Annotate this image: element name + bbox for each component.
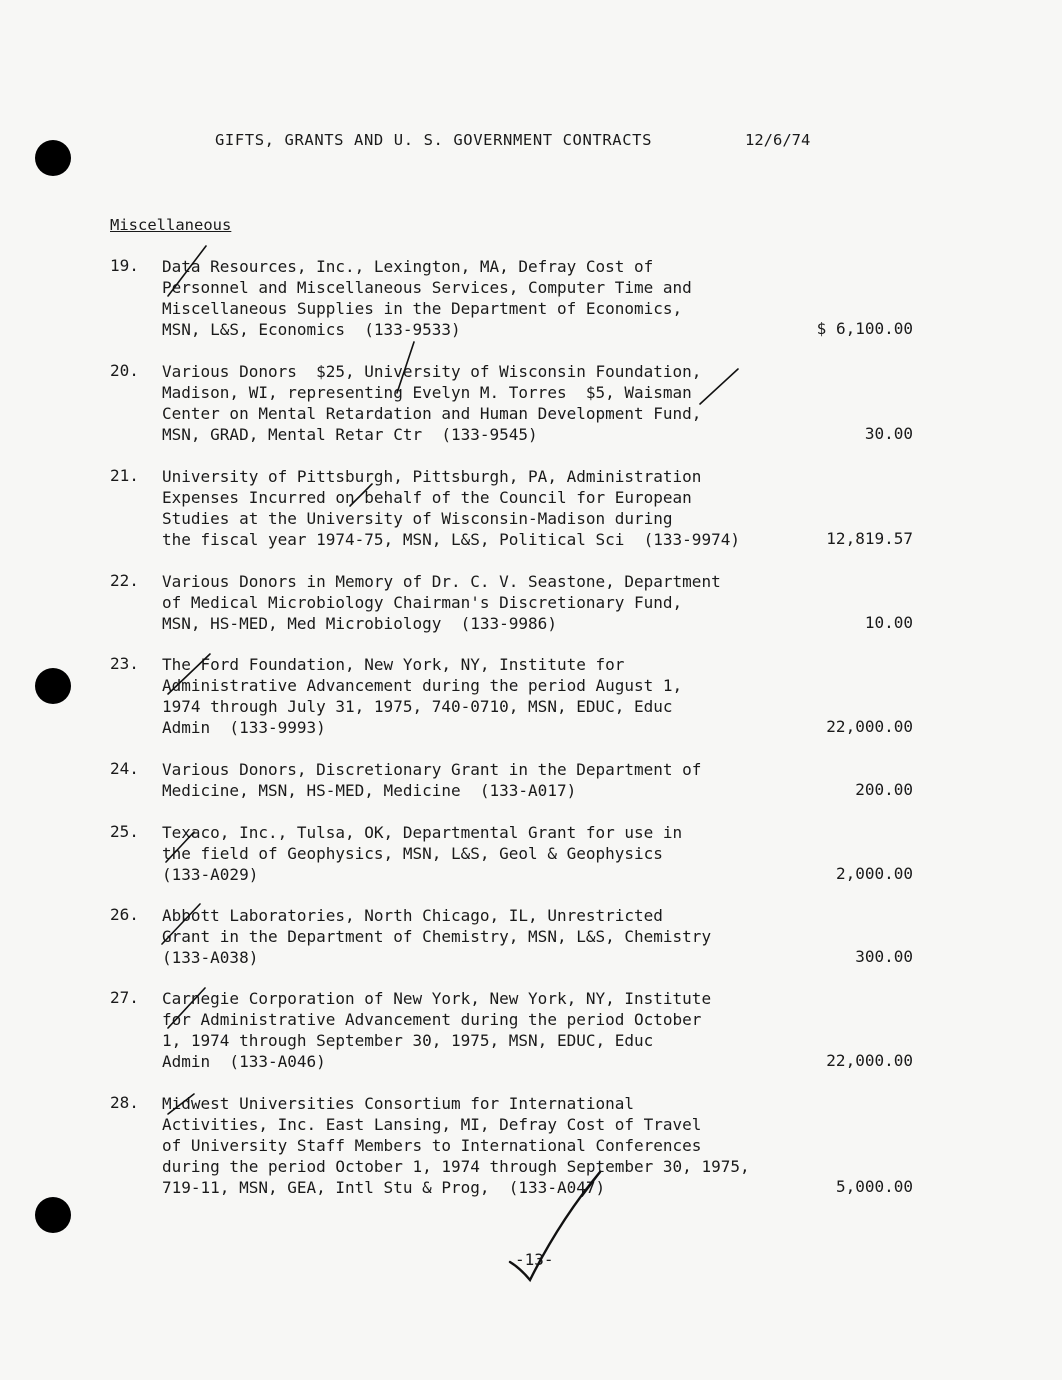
entry-line: Various Donors, Discretionary Grant in the Department of xyxy=(162,760,702,779)
entry-number: 23. xyxy=(110,654,139,673)
entry-line: Grant in the Department of Chemistry, MSN, L&S, Chemistry xyxy=(162,927,712,946)
entry-number: 21. xyxy=(110,466,139,485)
entry-amount: 22,000.00 xyxy=(826,1051,913,1070)
entry-line: Expenses Incurred on behalf of the Council for European xyxy=(162,488,692,507)
entry-line: of University Staff Members to International Conferences xyxy=(162,1136,702,1155)
entry-line: (133-A038) xyxy=(162,948,259,967)
entry-line: of Medical Microbiology Chairman's Discretionary Fund, xyxy=(162,593,683,612)
entry-line: Admin (133-A046) xyxy=(162,1052,326,1071)
entry-line: The Ford Foundation, New York, NY, Institute for xyxy=(162,655,625,674)
entry-amount: 30.00 xyxy=(864,424,913,443)
entry-line: Madison, WI, representing Evelyn M. Torres $5, Waisman xyxy=(162,383,692,402)
entry-description xyxy=(162,822,812,885)
entry-line: Miscellaneous Supplies in the Department of Economics, xyxy=(162,299,683,318)
entry-description xyxy=(162,905,812,968)
entry-amount: $ 6,100.00 xyxy=(816,319,913,338)
entry-line: 719-11, MSN, GEA, Intl Stu & Prog, (133-A047) xyxy=(162,1178,606,1197)
entry-number: 28. xyxy=(110,1093,139,1112)
binder-hole-top xyxy=(35,140,71,176)
entry-amount: 10.00 xyxy=(864,613,913,632)
entry-description xyxy=(162,361,812,445)
entry-amount: 12,819.57 xyxy=(826,529,913,548)
entry-amount: 5,000.00 xyxy=(835,1177,913,1196)
binder-hole-bottom xyxy=(35,1197,71,1233)
entry-line: Activities, Inc. East Lansing, MI, Defray Cost of Travel xyxy=(162,1115,702,1134)
entry-line: Data Resources, Inc., Lexington, MA, Defray Cost of xyxy=(162,257,654,276)
entry-line: Abbott Laboratories, North Chicago, IL, Unrestricted xyxy=(162,906,663,925)
entry-line: Administrative Advancement during the period August 1, xyxy=(162,676,683,695)
entry-line: Studies at the University of Wisconsin-Madison during xyxy=(162,509,673,528)
section-heading: Miscellaneous xyxy=(110,216,232,234)
entry-number: 25. xyxy=(110,822,139,841)
entry-number: 27. xyxy=(110,988,139,1007)
entry-amount: 2,000.00 xyxy=(835,864,913,883)
page-number: -13- xyxy=(515,1250,554,1269)
entry-line: Various Donors $25, University of Wisconsin Foundation, xyxy=(162,362,702,381)
entry-amount: 300.00 xyxy=(855,947,913,966)
entry-description xyxy=(162,571,812,634)
entry-number: 22. xyxy=(110,571,139,590)
entry-description xyxy=(162,654,812,738)
entry-number: 20. xyxy=(110,361,139,380)
entry-number: 24. xyxy=(110,759,139,778)
entry-line: 1974 through July 31, 1975, 740-0710, MSN, EDUC, Educ xyxy=(162,697,673,716)
entry-line: MSN, HS-MED, Med Microbiology (133-9986) xyxy=(162,614,557,633)
entry-line: Various Donors in Memory of Dr. C. V. Seastone, Department xyxy=(162,572,721,591)
entry-description xyxy=(162,759,812,801)
entry-amount: 22,000.00 xyxy=(826,717,913,736)
entry-line: University of Pittsburgh, Pittsburgh, PA, Administration xyxy=(162,467,702,486)
entry-line: Texaco, Inc., Tulsa, OK, Departmental Grant for use in xyxy=(162,823,683,842)
entry-line: Carnegie Corporation of New York, New York, NY, Institute xyxy=(162,989,712,1008)
entry-number: 19. xyxy=(110,256,139,275)
entry-line: the field of Geophysics, MSN, L&S, Geol & Geophysics xyxy=(162,844,663,863)
entry-line: Medicine, MSN, HS-MED, Medicine (133-A017) xyxy=(162,781,577,800)
entry-description xyxy=(162,1093,842,1198)
entry-line: MSN, GRAD, Mental Retar Ctr (133-9545) xyxy=(162,425,538,444)
entry-line: 1, 1974 through September 30, 1975, MSN, EDUC, Educ xyxy=(162,1031,654,1050)
entry-line: for Administrative Advancement during the period October xyxy=(162,1010,702,1029)
entry-description xyxy=(162,256,812,340)
entry-number: 26. xyxy=(110,905,139,924)
entry-amount: 200.00 xyxy=(855,780,913,799)
entry-line: (133-A029) xyxy=(162,865,259,884)
entry-line: during the period October 1, 1974 through September 30, 1975, xyxy=(162,1157,750,1176)
binder-hole-middle xyxy=(35,668,71,704)
entry-line: Personnel and Miscellaneous Services, Computer Time and xyxy=(162,278,692,297)
entry-description xyxy=(162,466,812,550)
entry-line: the fiscal year 1974-75, MSN, L&S, Political Sci (133-9974) xyxy=(162,530,740,549)
entry-line: MSN, L&S, Economics (133-9533) xyxy=(162,320,461,339)
page-title: GIFTS, GRANTS AND U. S. GOVERNMENT CONTRACTS xyxy=(215,131,652,149)
entry-description xyxy=(162,988,812,1072)
entry-line: Admin (133-9993) xyxy=(162,718,326,737)
entry-line: Midwest Universities Consortium for International xyxy=(162,1094,635,1113)
entry-line: Center on Mental Retardation and Human Development Fund, xyxy=(162,404,702,423)
page-date: 12/6/74 xyxy=(745,131,811,149)
